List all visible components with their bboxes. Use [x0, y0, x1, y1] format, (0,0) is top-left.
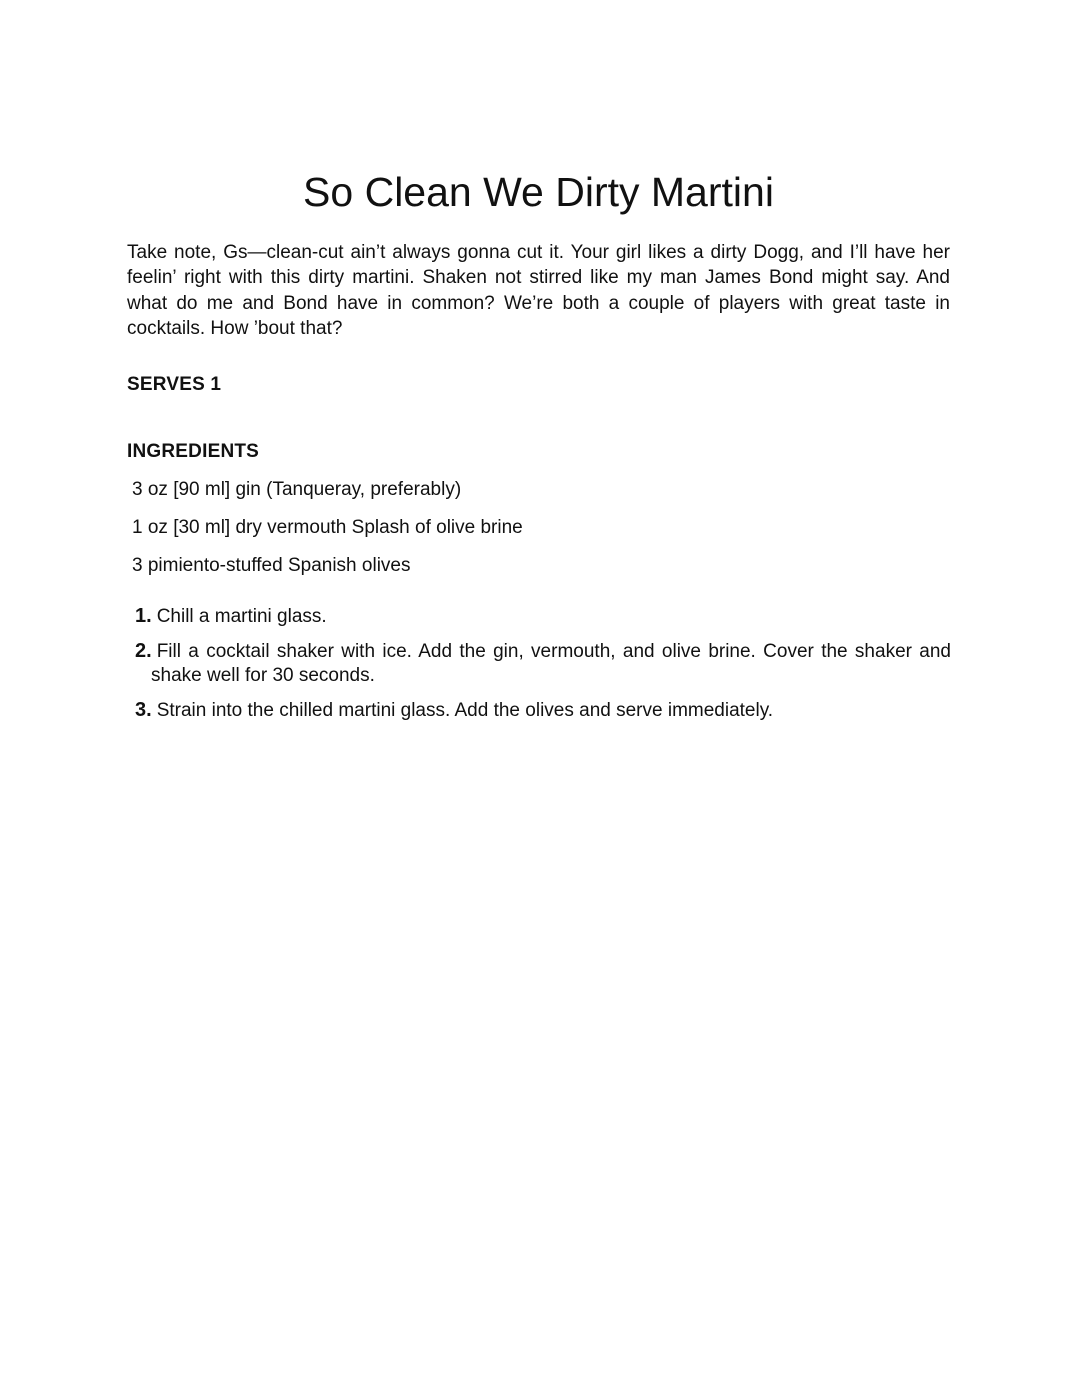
steps-list — [135, 604, 951, 732]
step-text: Strain into the chilled martini glass. Add the olives and serve immediately. — [156, 699, 774, 721]
step-number: 2. — [135, 639, 152, 662]
ingredients-heading: INGREDIENTS — [127, 441, 260, 462]
ingredient-item: 3 pimiento-stuffed Spanish olives — [132, 555, 411, 576]
step-item — [135, 698, 951, 724]
step-number: 1. — [135, 605, 152, 627]
ingredients-list — [132, 478, 952, 592]
ingredient-item: 1 oz [30 ml] dry vermouth Splash of olive brine — [132, 517, 523, 538]
step-text: Fill a cocktail shaker with ice. Add the gin, vermouth, and olive brine. Cover the shaker and shake well for 30 seconds. — [151, 640, 951, 686]
ingredient-item: 3 oz [90 ml] gin (Tanqueray, preferably) — [132, 479, 462, 500]
serves-heading: SERVES 1 — [127, 374, 222, 395]
step-text: Chill a martini glass. — [156, 606, 327, 627]
step-number: 3. — [135, 698, 152, 721]
step-item — [135, 604, 951, 630]
step-item — [135, 639, 951, 689]
recipe-intro: Take note, Gs—clean-cut ain’t always gonna cut it. Your girl likes a dirty Dogg, and I’ll have her feelin’ right with this dirty martini. Shaken not stirred like my man James Bond might say. And what do me and Bond have in common? We’re both a couple of players with great taste in cocktails. How ’bout that? — [127, 242, 950, 339]
recipe-title: So Clean We Dirty Martini — [303, 169, 774, 215]
